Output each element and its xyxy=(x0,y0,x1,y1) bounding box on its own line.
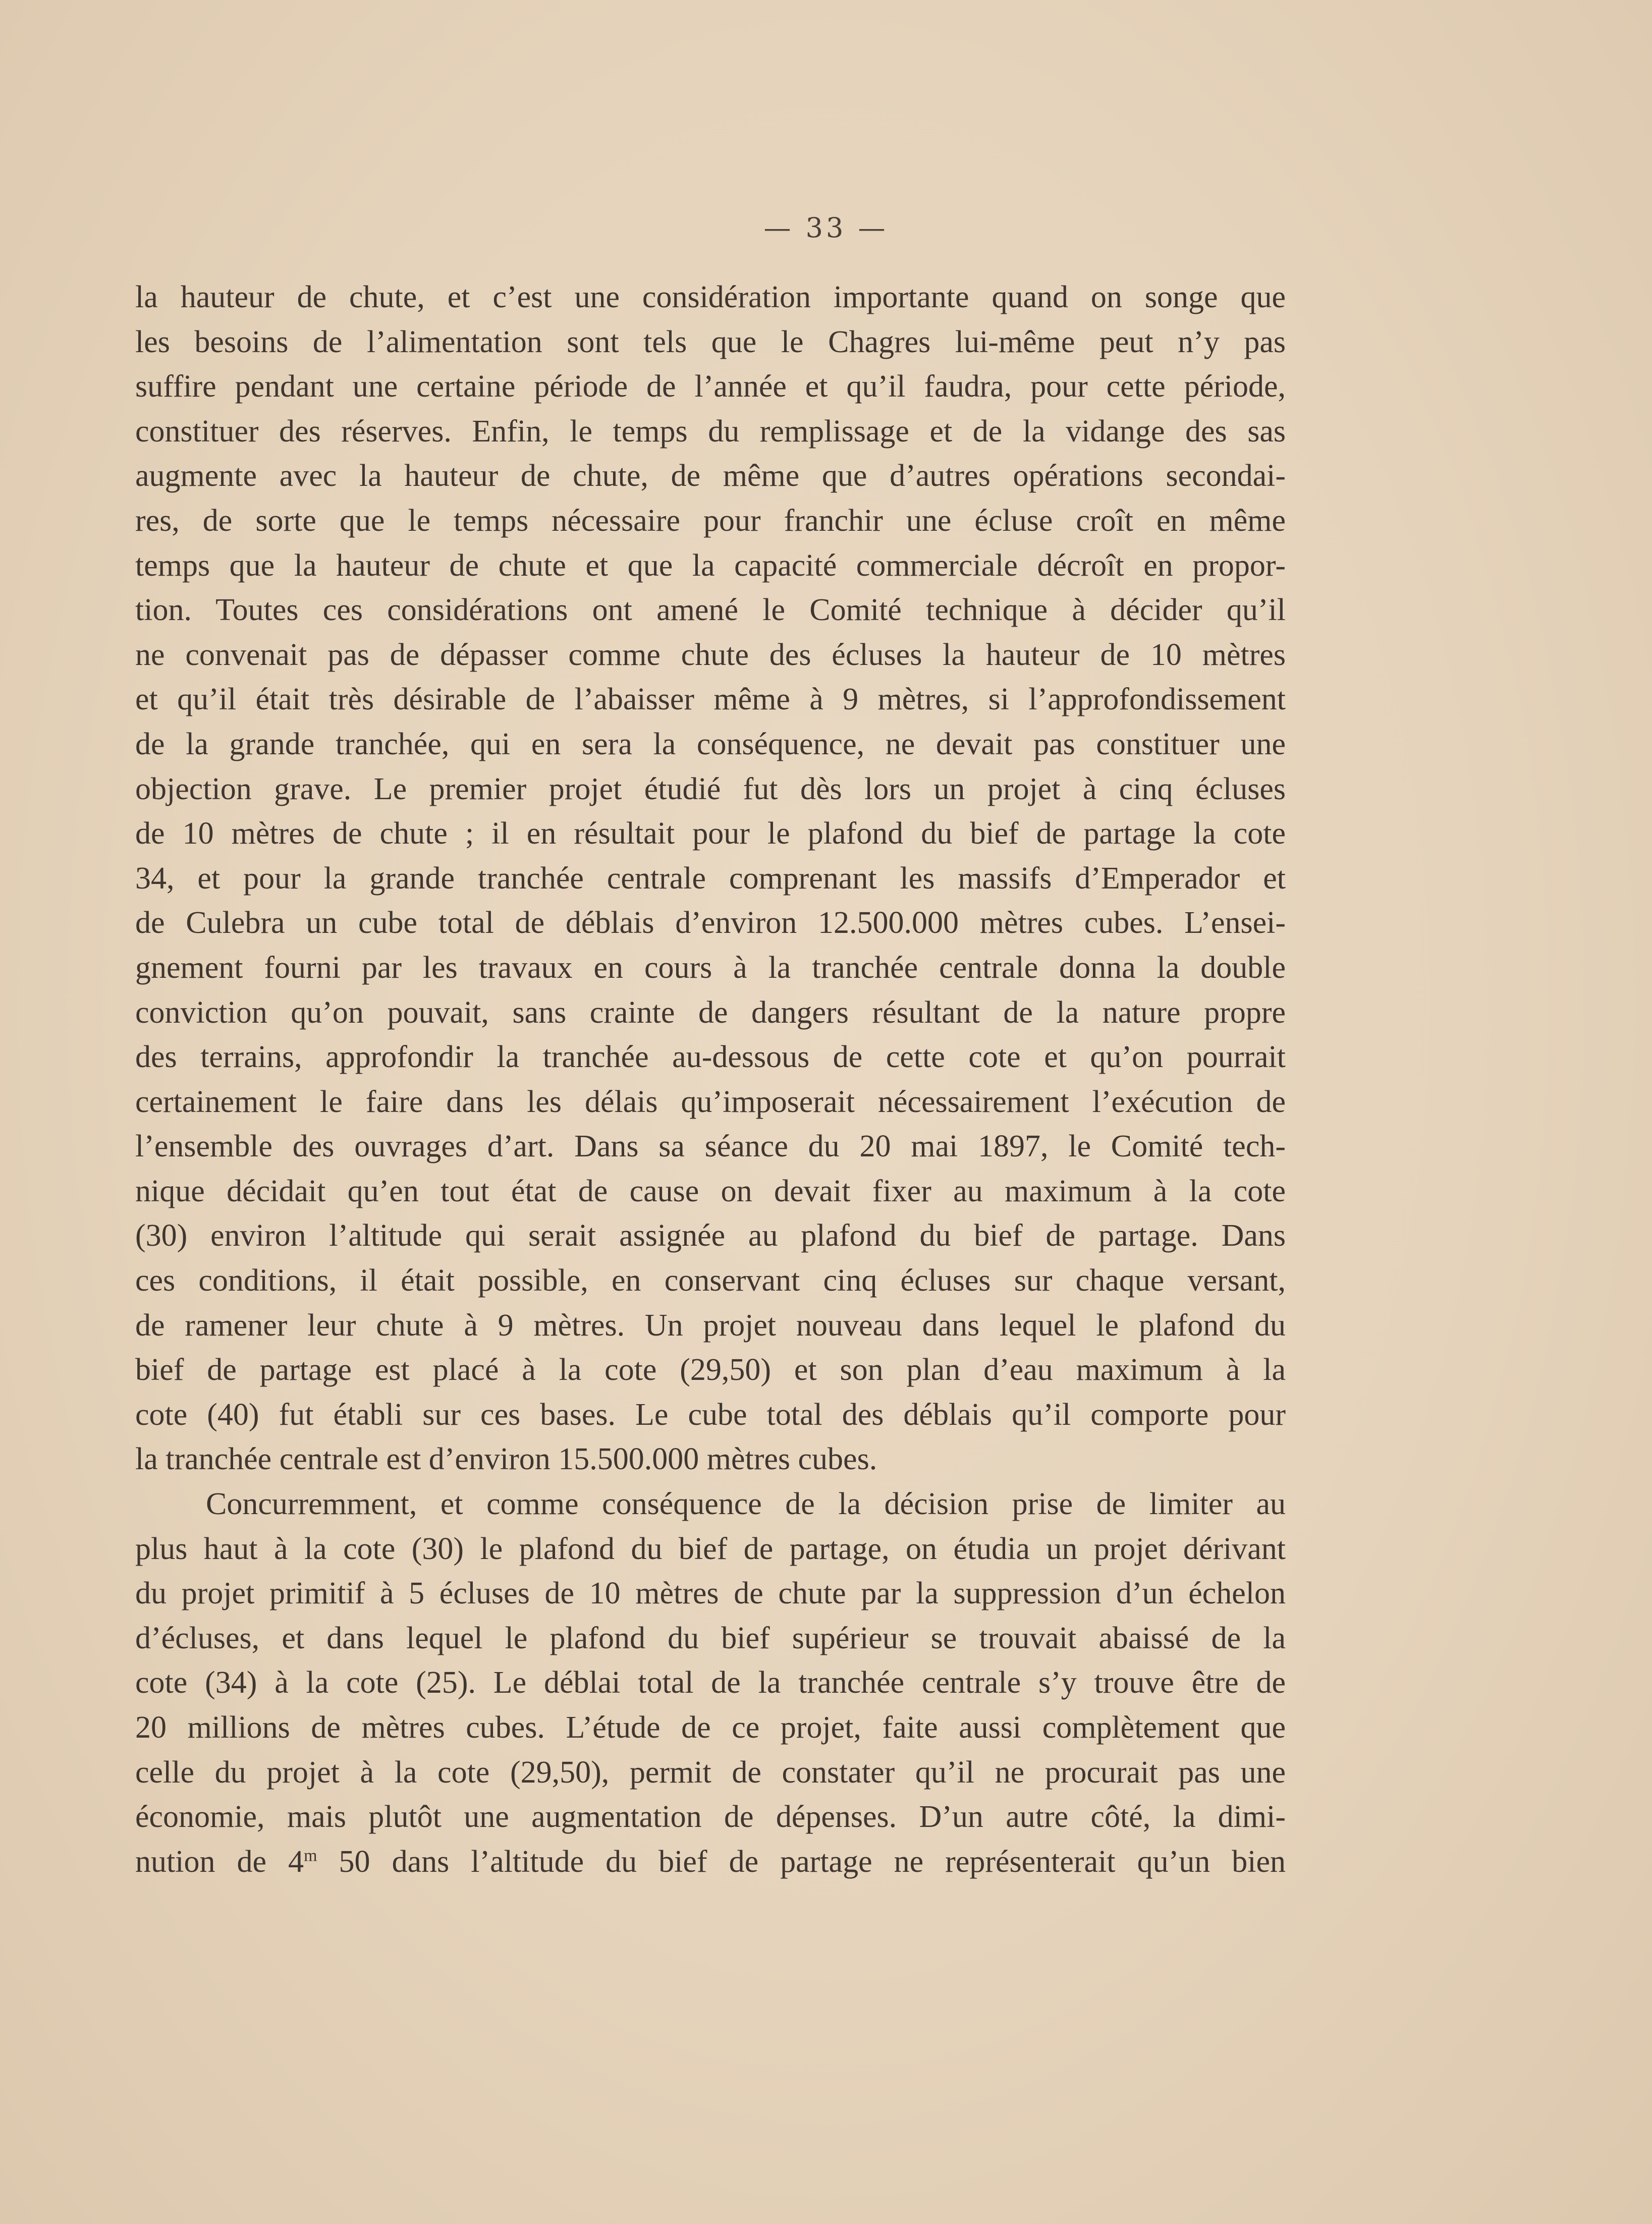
body-text xyxy=(135,275,1286,1884)
text-line: plus haut à la cote (30) le plafond du bief de partage, on étudia un projet dérivant xyxy=(135,1531,1286,1566)
text-line: res, de sorte que le temps nécessaire pour franchir une écluse croît en même xyxy=(135,503,1286,538)
text-line: de ramener leur chute à 9 mètres. Un projet nouveau dans lequel le plafond du xyxy=(135,1308,1286,1343)
text-line: temps que la hauteur de chute et que la capacité commerciale décroît en propor- xyxy=(135,548,1286,583)
text-line: constituer des réserves. Enfin, le temps du remplissage et de la vidange des sas xyxy=(135,414,1286,449)
superscript: m xyxy=(304,1846,317,1865)
text-fragment: 50 dans l’altitude du bief de partage ne représenterait qu’un bien xyxy=(317,1844,1286,1879)
text-line: d’écluses, et dans lequel le plafond du bief supérieur se trouvait abaissé de la xyxy=(135,1621,1286,1655)
text-line: gnement fourni par les travaux en cours à la tranchée centrale donna la double xyxy=(135,950,1286,985)
text-line: Concurremment, et comme conséquence de la décision prise de limiter au xyxy=(206,1487,1286,1522)
text-line: la hauteur de chute, et c’est une considération importante quand on songe que xyxy=(135,280,1286,314)
text-line: des terrains, approfondir la tranchée au-dessous de cette cote et qu’on pourrait xyxy=(135,1040,1286,1075)
text-line: bief de partage est placé à la cote (29,50) et son plan d’eau maximum à la xyxy=(135,1353,1286,1387)
paragraph-1 xyxy=(135,275,1286,1482)
text-line: cote (40) fut établi sur ces bases. Le cube total des déblais qu’il comporte pour xyxy=(135,1397,1286,1432)
text-line: de la grande tranchée, qui en sera la conséquence, ne devait pas constituer une xyxy=(135,727,1286,761)
text-line: économie, mais plutôt une augmentation de dépenses. D’un autre côté, la dimi- xyxy=(135,1800,1286,1834)
text-line: nique décidait qu’en tout état de cause on devait fixer au maximum à la cote xyxy=(135,1174,1286,1208)
text-line: celle du projet à la cote (29,50), permit de constater qu’il ne procurait pas une xyxy=(135,1755,1286,1790)
text-line: et qu’il était très désirable de l’abaisser même à 9 mètres, si l’approfondissement xyxy=(135,682,1286,717)
text-line: suffire pendant une certaine période de l’année et qu’il faudra, pour cette période, xyxy=(135,369,1286,404)
text-line: 20 millions de mètres cubes. L’étude de ce projet, faite aussi complètement que xyxy=(135,1710,1286,1745)
paragraph-2 xyxy=(135,1482,1286,1884)
text-line-last xyxy=(135,1840,1286,1884)
text-line: ces conditions, il était possible, en conservant cinq écluses sur chaque versant, xyxy=(135,1263,1286,1298)
text-line: l’ensemble des ouvrages d’art. Dans sa séance du 20 mai 1897, le Comité tech- xyxy=(135,1129,1286,1164)
text-line: tion. Toutes ces considérations ont amené le Comité technique à décider qu’il xyxy=(135,593,1286,628)
text-line: de 10 mètres de chute ; il en résultait pour le plafond du bief de partage la cote xyxy=(135,816,1286,851)
text-line: ne convenait pas de dépasser comme chute des écluses la hauteur de 10 mètres xyxy=(135,637,1286,672)
text-line: les besoins de l’alimentation sont tels que le Chagres lui-même peut n’y pas xyxy=(135,324,1286,359)
text-line: certainement le faire dans les délais qu’imposerait nécessairement l’exécution de xyxy=(135,1084,1286,1119)
text-line: 34, et pour la grande tranchée centrale comprenant les massifs d’Emperador et xyxy=(135,861,1286,896)
text-line: de Culebra un cube total de déblais d’environ 12.500.000 mètres cubes. L’ensei- xyxy=(135,906,1286,940)
text-line: du projet primitif à 5 écluses de 10 mètres de chute par la suppression d’un échelon xyxy=(135,1576,1286,1611)
text-line: augmente avec la hauteur de chute, de même que d’autres opérations secondai- xyxy=(135,459,1286,493)
text-line: conviction qu’on pouvait, sans crainte de dangers résultant de la nature propre xyxy=(135,995,1286,1030)
text-line: la tranchée centrale est d’environ 15.500.000 mètres cubes. xyxy=(135,1442,877,1477)
text-line: objection grave. Le premier projet étudié fut dès lors un projet à cinq écluses xyxy=(135,771,1286,806)
text-line: cote (34) à la cote (25). Le déblai total de la tranchée centrale s’y trouve être de xyxy=(135,1665,1286,1700)
text-line: (30) environ l’altitude qui serait assignée au plafond du bief de partage. Dans xyxy=(135,1218,1286,1253)
text-fragment: nution de 4 xyxy=(135,1844,304,1879)
page-number: — 33 — xyxy=(763,212,889,244)
